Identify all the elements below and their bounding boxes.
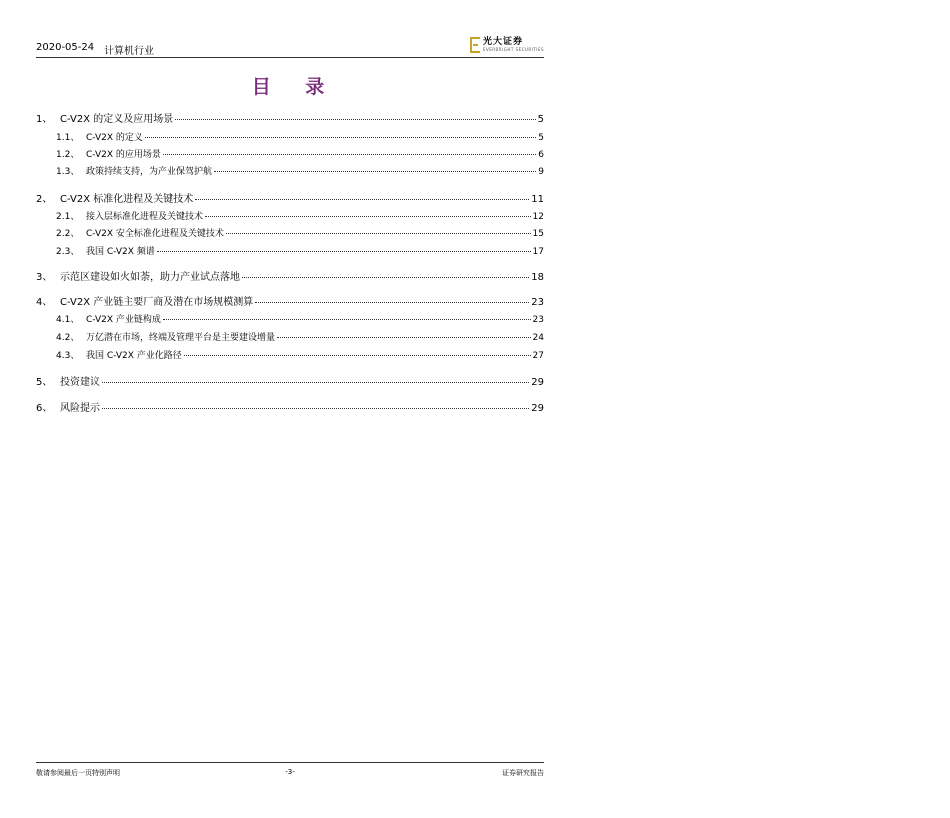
toc-entry-title: 万亿潜在市场，终端及管理平台是主要建设增量: [86, 333, 276, 343]
logo-text: 光大证券: [482, 37, 523, 47]
toc-entry[interactable]: [36, 130, 544, 143]
toc-entry-page: 23: [531, 297, 544, 308]
toc-entry-page: 5: [537, 114, 544, 125]
toc-entry-page: 11: [531, 194, 544, 205]
toc-entry[interactable]: [36, 110, 544, 125]
toc-entry[interactable]: [36, 244, 544, 257]
page-header: [36, 38, 544, 58]
toc-entry[interactable]: [36, 293, 544, 308]
industry-label: 计算机行业: [104, 46, 154, 57]
toc-entry-number: 4、: [36, 297, 53, 308]
toc-entry-page: 29: [531, 403, 544, 414]
company-logo: [470, 36, 544, 54]
toc-entry-number: 6、: [36, 403, 53, 414]
toc-entry-page: 27: [532, 351, 544, 361]
toc-entry-title: C-V2X 的应用场景: [86, 150, 161, 160]
toc-leader-dots: [163, 319, 531, 320]
toc-entry[interactable]: [36, 330, 544, 343]
toc-entry-title: C-V2X 安全标准化进程及关键技术: [86, 229, 224, 239]
toc-entry-title: C-V2X 的定义及应用场景: [60, 114, 174, 125]
toc-entry-title: C-V2X 的定义: [86, 133, 143, 143]
toc-leader-dots: [205, 216, 531, 217]
footer-disclaimer: 敬请参阅最后一页特别声明: [36, 769, 120, 777]
toc-entry-title: 我国 C-V2X 频谱: [86, 247, 155, 257]
toc-entry-page: 29: [531, 377, 544, 388]
toc-leader-dots: [242, 277, 529, 278]
toc-entry-page: 17: [532, 247, 544, 257]
footer-divider: [36, 762, 544, 763]
toc-entry-number: 1.2、: [56, 150, 80, 160]
toc-entry-title: C-V2X 产业链构成: [86, 315, 161, 325]
toc-entry-page: 18: [531, 272, 544, 283]
toc-leader-dots: [175, 119, 535, 120]
toc-leader-dots: [163, 154, 536, 155]
report-date: 2020-05-24: [36, 42, 95, 53]
toc-entry[interactable]: [36, 312, 544, 325]
toc-leader-dots: [277, 337, 531, 338]
toc-entry-page: 5: [538, 133, 544, 143]
toc-entry-page: 24: [532, 333, 544, 343]
toc-leader-dots: [184, 355, 531, 356]
toc-leader-dots: [102, 408, 529, 409]
toc-entry-title: 风险提示: [60, 403, 100, 414]
toc-leader-dots: [195, 199, 529, 200]
toc-entry-title: 我国 C-V2X 产业化路径: [86, 351, 182, 361]
toc-entry-number: 1.3、: [56, 167, 80, 177]
logo-icon: [470, 37, 480, 53]
toc-entry[interactable]: [36, 348, 544, 361]
toc-entry-title: 投资建议: [60, 377, 100, 388]
toc-entry-title: 接入层标准化进程及关键技术: [86, 212, 204, 222]
toc-entry-title: 政策持续支持，为产业保驾护航: [86, 167, 213, 177]
toc-entry-number: 2.3、: [56, 247, 80, 257]
toc-entry[interactable]: [36, 190, 544, 205]
toc-entry-number: 5、: [36, 377, 53, 388]
toc-entry[interactable]: [36, 373, 544, 388]
toc-entry[interactable]: [36, 268, 544, 283]
toc-entry-number: 4.1、: [56, 315, 80, 325]
toc-leader-dots: [145, 137, 536, 138]
toc-entry-number: 2.2、: [56, 229, 80, 239]
toc-entry[interactable]: [36, 164, 544, 177]
toc-entry[interactable]: [36, 399, 544, 414]
toc-leader-dots: [226, 233, 531, 234]
toc-entry[interactable]: [36, 209, 544, 222]
toc-entry-page: 6: [538, 150, 544, 160]
toc-entry-page: 12: [532, 212, 544, 222]
footer-report-type: 证券研究报告: [502, 769, 544, 777]
toc-leader-dots: [157, 251, 531, 252]
header-divider: [36, 57, 544, 58]
toc-entry-number: 3、: [36, 272, 53, 283]
logo-subtext: EVERBRIGHT SECURITIES: [482, 47, 544, 52]
toc-entry-number: 1.1、: [56, 133, 80, 143]
toc-entry-number: 4.3、: [56, 351, 80, 361]
toc-entry-number: 1、: [36, 114, 53, 125]
toc-entry-number: 2.1、: [56, 212, 80, 222]
toc-entry-title: C-V2X 标准化进程及关键技术: [60, 194, 194, 205]
toc-entry-number: 4.2、: [56, 333, 80, 343]
footer-page-number: -3-: [285, 768, 295, 776]
toc-leader-dots: [255, 302, 529, 303]
toc-entry-title: C-V2X 产业链主要厂商及潜在市场规模测算: [60, 297, 254, 308]
toc-entry[interactable]: [36, 226, 544, 239]
toc-entry-number: 2、: [36, 194, 53, 205]
toc-title: 目 录: [251, 76, 339, 98]
toc-entry[interactable]: [36, 147, 544, 160]
toc-entry-page: 23: [532, 315, 544, 325]
toc-leader-dots: [214, 171, 536, 172]
toc-entry-page: 9: [538, 167, 544, 177]
toc-leader-dots: [102, 382, 529, 383]
toc-entry-title: 示范区建设如火如荼，助力产业试点落地: [60, 272, 240, 283]
toc-entry-page: 15: [532, 229, 544, 239]
